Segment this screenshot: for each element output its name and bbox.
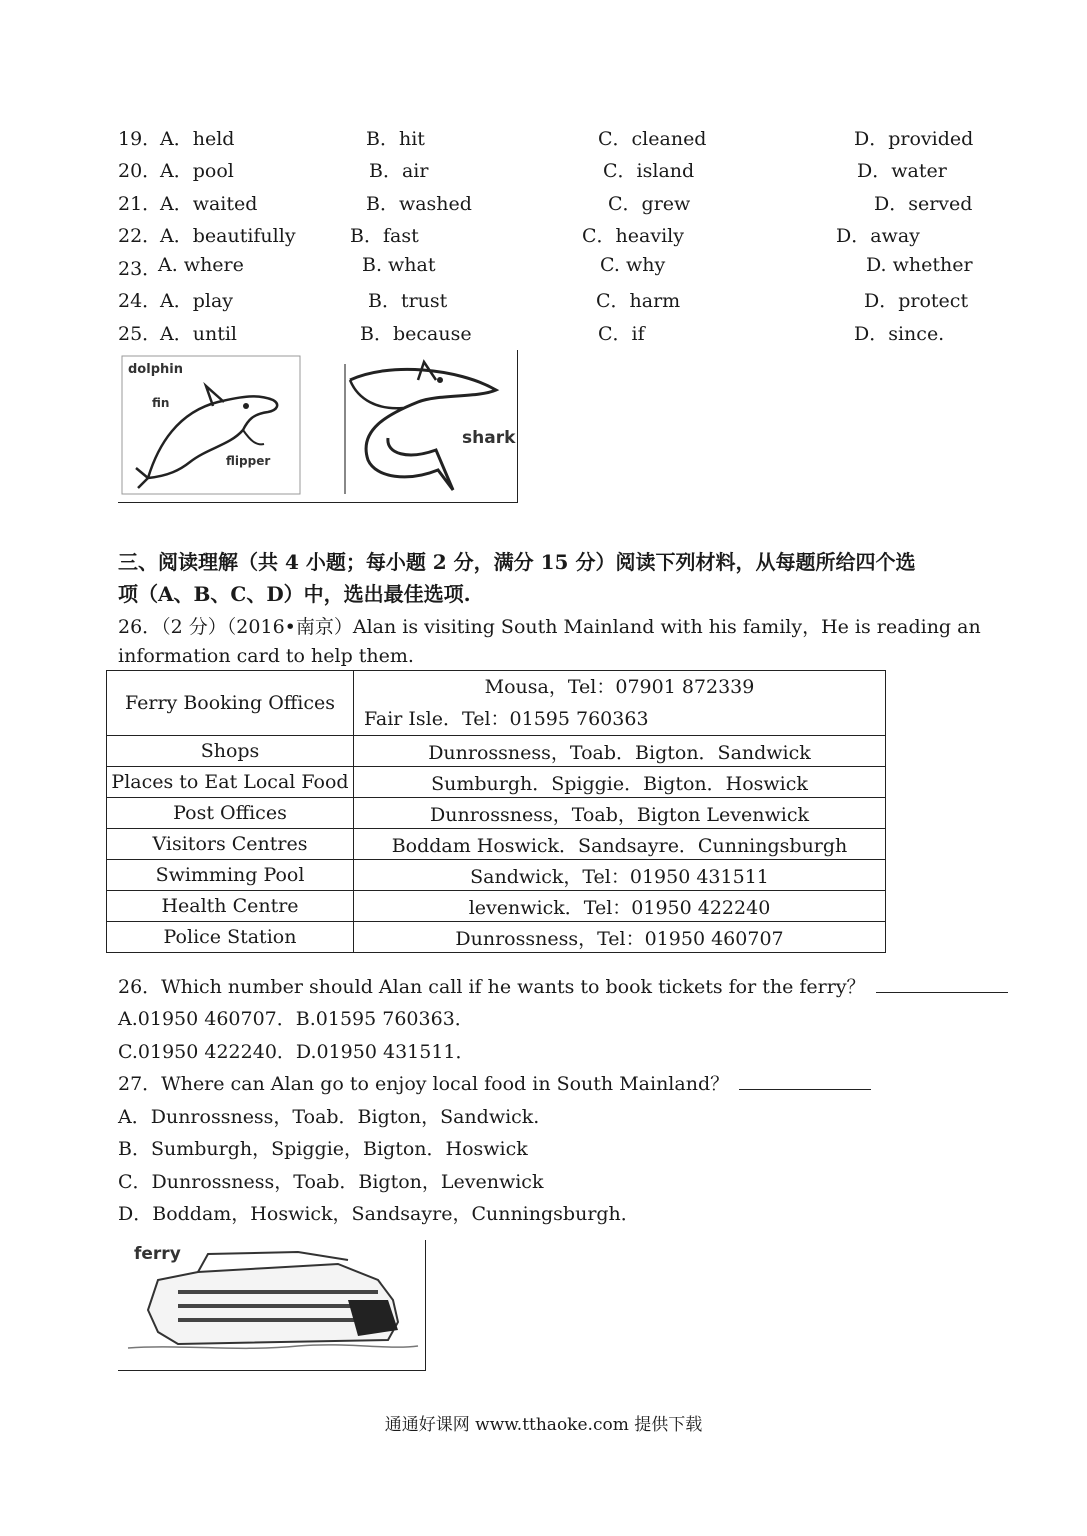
ferry-line2: Fair Isle．Tel：01595 760363	[364, 708, 649, 730]
ferry-value-cell	[354, 671, 886, 736]
option-d: D．away	[836, 225, 920, 247]
section-heading-line2: 项（A、B、C、D）中，选出最佳选项.	[118, 582, 471, 606]
question-27-option-d: D．Boddam，Hoswick，Sandsayre，Cunningsburgh．	[118, 1203, 640, 1225]
table-value-cell: Sandwick，Tel：01950 431511	[354, 860, 886, 891]
question-27-option-b: B．Sumburgh，Spiggie，Bigton．Hoswick	[118, 1138, 528, 1160]
option-a: A．held	[160, 128, 235, 150]
option-c: C．heavily	[582, 225, 684, 247]
table-row	[107, 767, 886, 798]
table-label-cell: Post Offices	[107, 798, 354, 829]
option-a: A．play	[160, 290, 234, 312]
option-c: C. why	[600, 254, 666, 276]
option-d: D．provided	[854, 128, 974, 150]
option-row	[118, 286, 978, 318]
table-row	[107, 891, 886, 922]
shark-label: shark	[462, 428, 516, 448]
option-b: B. what	[362, 254, 436, 276]
table-label-cell: Police Station	[107, 922, 354, 953]
flipper-label: flipper	[226, 454, 271, 468]
option-row	[118, 319, 978, 351]
ferry-label: ferry	[134, 1244, 181, 1264]
dolphin-shark-figure	[118, 350, 518, 503]
option-a: A．until	[160, 323, 237, 345]
table-value-cell: Dunrossness，Toab．Bigton．Sandwick	[354, 736, 886, 767]
option-b: B．trust	[368, 290, 448, 312]
option-row	[118, 254, 978, 286]
table-value-cell: Dunrossness，Tel：01950 460707	[354, 922, 886, 953]
option-d: D．since.	[854, 323, 945, 345]
question-26-options-cd: C.01950 422240．D.01950 431511．	[118, 1041, 475, 1063]
option-d: D．water	[857, 160, 947, 182]
table-value-cell: Dunrossness，Toab，Bigton Levenwick	[354, 798, 886, 829]
table-row	[107, 922, 886, 953]
answer-blank-27	[739, 1071, 871, 1090]
table-row	[107, 829, 886, 860]
page-footer: 通通好课网 www.tthaoke.com 提供下载	[384, 1415, 703, 1435]
table-value-cell: Boddam Hoswick．Sandsayre．Cunningsburgh	[354, 829, 886, 860]
option-a: A. where	[158, 254, 244, 276]
table-row	[107, 860, 886, 891]
option-row	[118, 156, 978, 188]
question-intro-line2: information card to help them.	[118, 645, 414, 667]
question-26-text: 26．Which number should Alan call if he wants to book tickets for the ferry？	[118, 976, 866, 998]
dolphin-label: dolphin	[128, 362, 183, 377]
table-row-ferry	[107, 671, 886, 736]
question-number: 23．	[118, 258, 162, 280]
option-b: B．washed	[366, 193, 472, 215]
table-value-cell: levenwick．Tel：01950 422240	[354, 891, 886, 922]
option-c: C．cleaned	[598, 128, 707, 150]
table-value-cell: Sumburgh．Spiggie．Bigton．Hoswick	[354, 767, 886, 798]
ferry-label-cell: Ferry Booking Offices	[107, 671, 354, 736]
option-c: C．harm	[596, 290, 681, 312]
question-number: 20．	[118, 160, 162, 182]
question-26-options-ab: A.01950 460707．B.01595 760363．	[118, 1008, 474, 1030]
question-27-option-c: C．Dunrossness，Toab．Bigton，Levenwick	[118, 1171, 544, 1193]
answer-blank-26	[876, 974, 1008, 993]
option-row	[118, 221, 978, 253]
option-d: D．served	[874, 193, 973, 215]
option-c: C．island	[603, 160, 695, 182]
question-intro-line1: 26．（2 分）（2016•南京）Alan is visiting South Mainland with his family，He is reading an	[118, 616, 981, 638]
question-26	[118, 972, 1008, 999]
table-label-cell: Places to Eat Local Food	[107, 767, 354, 798]
option-b: B．fast	[350, 225, 419, 247]
table-label-cell: Health Centre	[107, 891, 354, 922]
table-label-cell: Shops	[107, 736, 354, 767]
section-heading-line1: 三、阅读理解（共 4 小题；每小题 2 分，满分 15 分）阅读下列材料，从每题所给四个选	[118, 550, 916, 574]
option-b: B．hit	[366, 128, 425, 150]
option-c: C．grew	[608, 193, 691, 215]
question-27	[118, 1069, 871, 1096]
fin-label: fin	[152, 396, 170, 410]
option-c: C．if	[598, 323, 645, 345]
option-row	[118, 189, 978, 221]
option-a: A．beautifully	[160, 225, 296, 247]
question-number: 19．	[118, 128, 162, 150]
ferry-figure	[118, 1240, 426, 1371]
table-label-cell: Swimming Pool	[107, 860, 354, 891]
question-number: 22．	[118, 225, 162, 247]
information-card-table	[106, 670, 886, 953]
question-number: 21．	[118, 193, 162, 215]
option-d: D. whether	[866, 254, 973, 276]
option-a: A．waited	[160, 193, 258, 215]
option-b: B．air	[369, 160, 429, 182]
ferry-line1: Mousa，Tel：07901 872339	[484, 676, 755, 698]
table-label-cell: Visitors Centres	[107, 829, 354, 860]
question-number: 24．	[118, 290, 162, 312]
question-27-text: 27．Where can Alan go to enjoy local food in South Mainland？	[118, 1073, 730, 1095]
option-b: B．because	[360, 323, 472, 345]
option-d: D．protect	[864, 290, 969, 312]
table-row	[107, 736, 886, 767]
table-row	[107, 798, 886, 829]
option-row	[118, 124, 978, 156]
question-27-option-a: A．Dunrossness，Toab．Bigton，Sandwick.	[118, 1106, 540, 1128]
option-a: A．pool	[160, 160, 234, 182]
question-number: 25．	[118, 323, 162, 345]
